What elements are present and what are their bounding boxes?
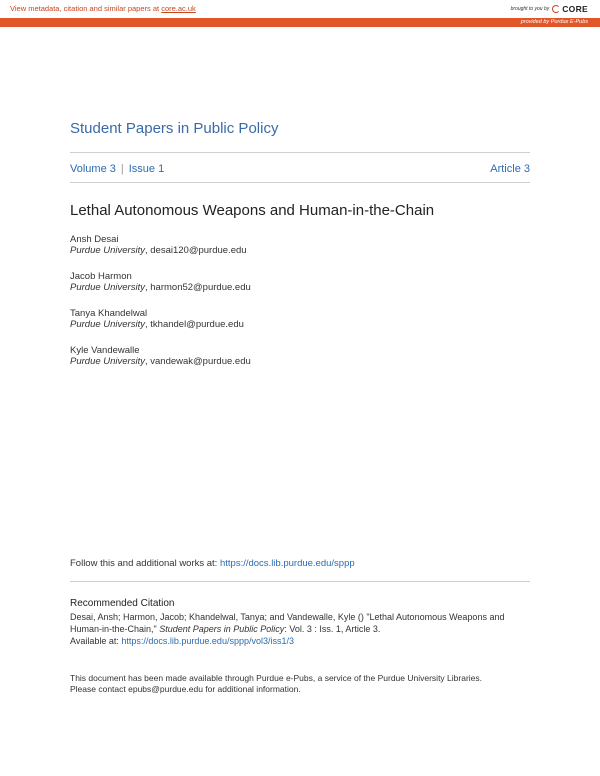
follow-link[interactable]: https://docs.lib.purdue.edu/sppp [219,558,355,569]
provided-by-bar [0,18,600,27]
citation-journal: Student Papers in Public Policy [159,624,285,634]
article-link[interactable]: Article 3 [490,163,530,175]
core-logo-icon [552,5,560,13]
core-ac-uk-link[interactable]: core.ac.uk [161,4,196,13]
metadata-link[interactable] [10,4,196,13]
author-name: Tanya Khandelwal [70,308,148,319]
available-label: Available at: [70,636,122,646]
issue-separator: | [120,163,124,175]
follow-line [70,558,355,569]
author-affiliation: Purdue University [70,356,145,367]
metadata-text: View metadata, citation and similar papers at [10,4,162,13]
divider-top [70,152,530,153]
epubs-notice [70,673,532,695]
author-name: Ansh Desai [70,234,119,245]
author-email: desai120@purdue.edu [150,245,247,256]
core-logo[interactable] [552,4,588,14]
notice-line-2: Please contact epubs@purdue.edu for additional information. [70,684,301,694]
issue-row [70,163,530,175]
author-email: harmon52@purdue.edu [150,282,251,293]
author-entry: Kyle Vandewalle Purdue University, vandewak@purdue.edu [70,345,251,367]
author-name: Jacob Harmon [70,271,132,282]
citation-text [70,611,532,647]
divider-citation [70,581,530,582]
volume-link[interactable]: Volume 3 [70,163,116,175]
brought-text: brought to you by [510,6,550,12]
available-link[interactable]: https://docs.lib.purdue.edu/sppp/vol3/iss1/3 [121,636,294,646]
core-banner [0,0,600,18]
author-entry: Jacob Harmon Purdue University, harmon52@purdue.edu [70,271,251,293]
author-email: tkhandel@purdue.edu [150,319,244,330]
author-entry: Ansh Desai Purdue University, desai120@purdue.edu [70,234,251,271]
author-list [70,234,251,382]
follow-text: Follow this and additional works at: [70,558,220,569]
author-affiliation: Purdue University [70,245,145,256]
author-name: Kyle Vandewalle [70,345,140,356]
provided-by-text: provided by Purdue E-Pubs [520,19,588,25]
notice-line-1: This document has been made available through Purdue e-Pubs, a service of the Purdue University Libraries. [70,673,483,683]
brought-to-you-by [511,4,588,14]
divider-mid [70,182,530,183]
author-affiliation: Purdue University [70,319,145,330]
paper-title: Lethal Autonomous Weapons and Human-in-the-Chain [70,202,435,219]
issue-link[interactable]: Issue 1 [128,163,165,175]
author-affiliation: Purdue University [70,282,145,293]
author-email: vandewak@purdue.edu [150,356,251,367]
core-logo-text: CORE [562,4,588,14]
citation-authors-title: Desai, Ansh; Harmon, Jacob; Khandelwal, Tanya; and Vandewalle, Kyle () "Lethal Autonomous Weapons and Human-in-the-Chain," [70,612,505,634]
recommended-citation-heading: Recommended Citation [70,598,175,609]
journal-title[interactable]: Student Papers in Public Policy [70,120,279,137]
author-entry: Tanya Khandelwal Purdue University, tkhandel@purdue.edu [70,308,251,345]
citation-volume: : Vol. 3 : Iss. 1, Article 3. [284,624,381,634]
